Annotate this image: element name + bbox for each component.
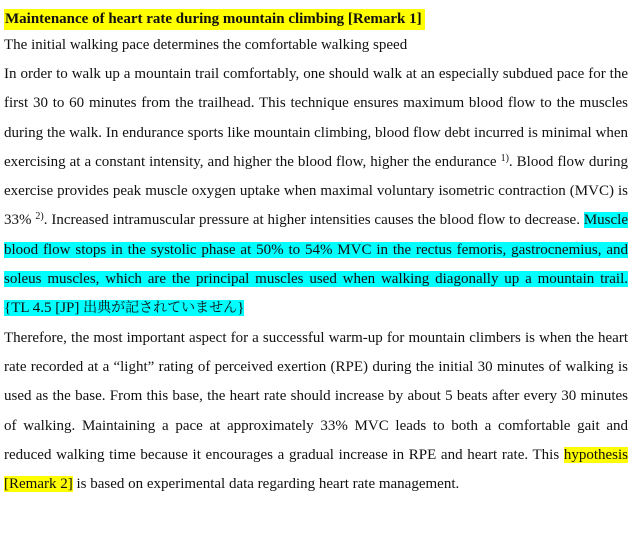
title-highlight: Maintenance of heart rate during mountain climbing [Remark 1] xyxy=(4,9,425,30)
paragraph-blood-flow xyxy=(4,60,628,324)
document-title xyxy=(4,7,628,31)
japanese-note: 出典が記されていません xyxy=(83,300,238,317)
reference-2: 2) xyxy=(35,211,44,223)
paragraph-text: Therefore, the most important aspect for a successful warm-up for mountain climbers is when the heart rate recorded at a “light” rating of perceived exertion (RPE) during the initial 30 minutes of walking is used as the base. From this base, the heart rate should increase by about 5 beats after every 30 minutes of walking. Maintaining a pace at approximately 33% MVC leads to both a comfortable gait and reduced walking time because it encourages a gradual increase in RPE and heart rate. This xyxy=(4,329,628,463)
reference-1: 1) xyxy=(500,152,509,164)
hypothesis-highlight: hypothesis [Remark 2] xyxy=(4,446,628,493)
paragraph-text: In order to walk up a mountain trail comfortably, one should walk at an especially subdued pace for the first 30 to 60 minutes from the trailhead. This technique ensures maximum blood flow to the muscles during the walk. In endurance sports like mountain climbing, blood flow debt incurred is minimal when exercising at a constant intensity, and higher the blood flow, higher the endurance xyxy=(4,66,628,170)
paragraph-text: is based on experimental data regarding heart rate management. xyxy=(72,476,460,493)
paragraph-text: . Increased intramuscular pressure at higher intensities causes the blood flow to decrease. xyxy=(43,212,584,229)
paragraph-text: . Blood flow during exercise provides peak muscle oxygen uptake when maximal voluntary isometric contraction (MVC) is 33% xyxy=(4,153,628,229)
highlighted-text: Muscle blood flow stops in the systolic phase at 50% to 54% MVC in the rectus femoris, gastrocnemius, and soleus muscles, which are the principal muscles used when walking diagonally up a mountain trail. {TL 4.5 [JP] xyxy=(4,212,629,317)
paragraph-warm-up xyxy=(4,324,628,500)
section-subtitle: The initial walking pace determines the comfortable walking speed xyxy=(4,37,408,53)
highlight-closing-brace: } xyxy=(237,300,245,317)
